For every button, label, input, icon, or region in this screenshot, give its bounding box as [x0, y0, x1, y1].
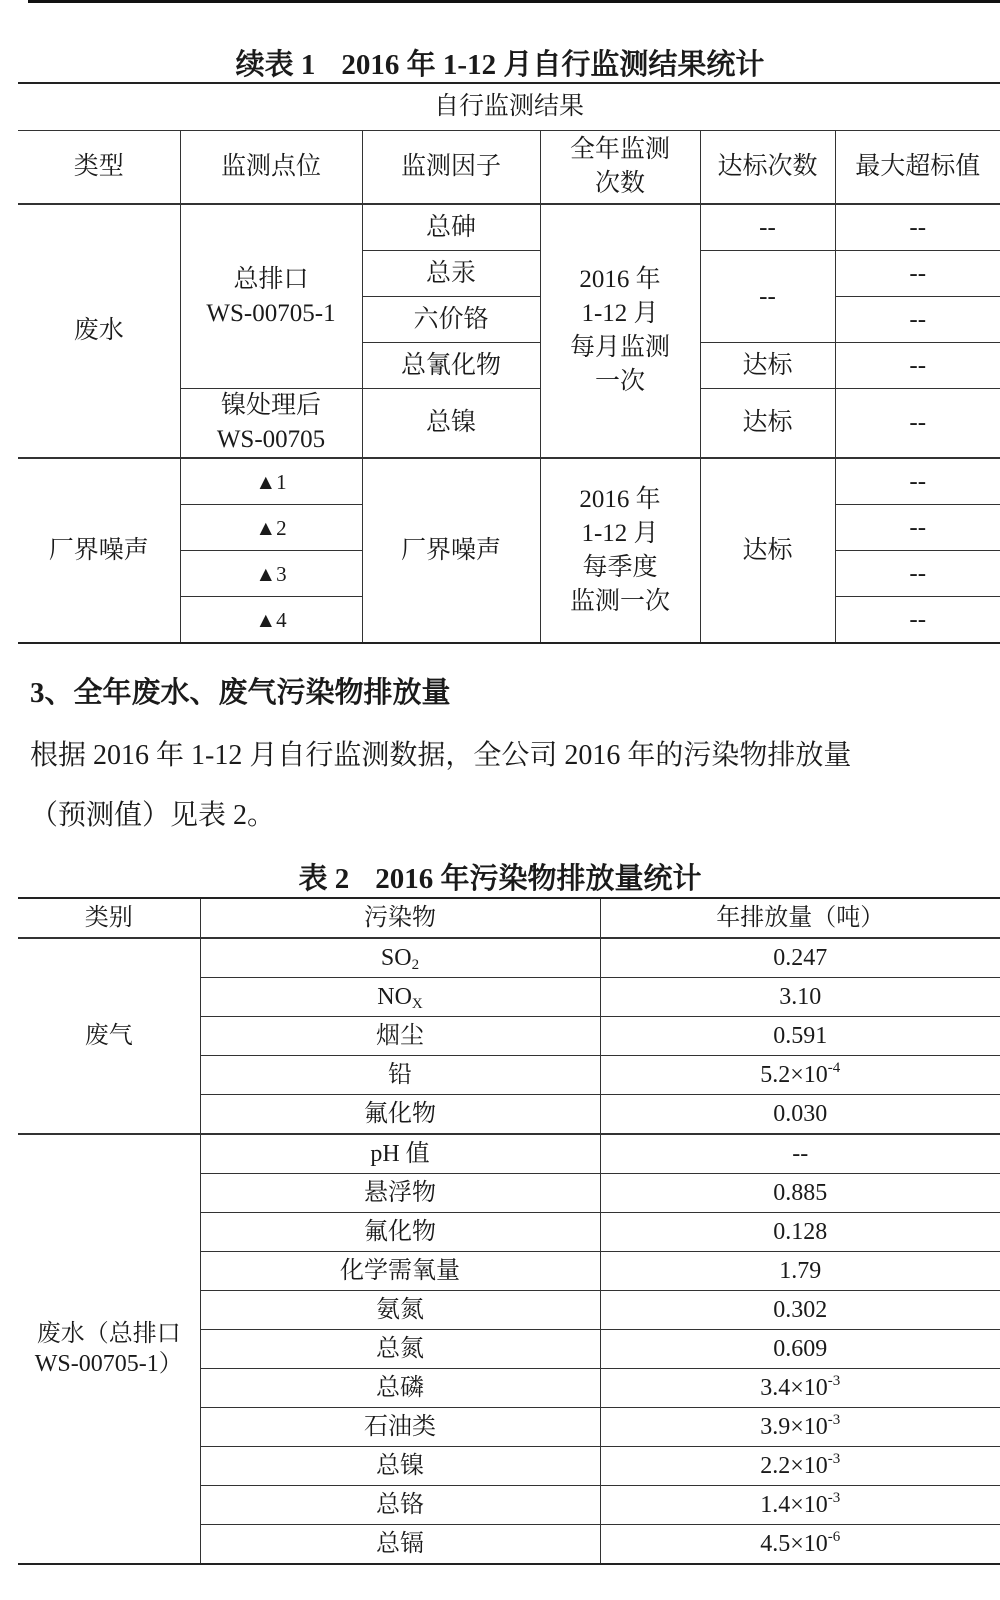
factor-cell: 总汞: [362, 251, 540, 297]
max-exceed-cell: --: [835, 389, 1000, 459]
header-max-exceed: 最大超标值: [835, 131, 1000, 205]
point-cell: 镍处理后 WS-00705: [180, 389, 362, 459]
max-exceed-cell: --: [835, 204, 1000, 251]
emission-cell: $5.2\times 10^{-4}$: [600, 1056, 1000, 1095]
max-exceed-cell: --: [835, 343, 1000, 389]
pollutant-cell: $SO_2$: [200, 938, 600, 978]
pollutant-cell: 悬浮物: [200, 1174, 600, 1213]
table2-caption: [0, 856, 1000, 897]
pollutant-cell: pH 值: [200, 1134, 600, 1174]
emission-cell: 0.247: [600, 938, 1000, 978]
table-row: [18, 1134, 1000, 1174]
table1-caption-text: 2016 年 1-12 月自行监测结果统计: [341, 49, 765, 81]
pollutant-cell: 总镉: [200, 1525, 600, 1565]
factor-cell: 六价铬: [362, 297, 540, 343]
page-top-rule: [28, 0, 1000, 3]
max-exceed-cell: --: [835, 597, 1000, 644]
compliance-cell: --: [700, 204, 835, 251]
pollutant-cell: 石油类: [200, 1408, 600, 1447]
emission-cell: --: [600, 1134, 1000, 1174]
pollutant-cell: 烟尘: [200, 1017, 600, 1056]
emission-cell: 0.609: [600, 1330, 1000, 1369]
compliance-cell: 达标: [700, 343, 835, 389]
max-exceed-cell: --: [835, 458, 1000, 505]
type-cell: 废水: [18, 204, 180, 458]
frequency-cell: 2016 年 1-12 月 每月监测 一次: [540, 204, 700, 458]
emission-cell: $3.9\times 10^{-3}$: [600, 1408, 1000, 1447]
emission-cell: 0.885: [600, 1174, 1000, 1213]
factor-cell: 总镍: [362, 389, 540, 459]
pollutant-cell: 总磷: [200, 1369, 600, 1408]
section-heading: 3、全年废水、废气污染物排放量: [30, 677, 451, 709]
emission-cell: 0.302: [600, 1291, 1000, 1330]
pollutant-cell: 总氮: [200, 1330, 600, 1369]
compliance-cell: --: [700, 251, 835, 343]
triangle-marker: ▲4: [255, 607, 287, 632]
table2-caption-prefix: 表 2: [298, 863, 350, 895]
header-point: 监测点位: [180, 131, 362, 205]
pollutant-cell: $NO_X$: [200, 978, 600, 1017]
max-exceed-cell: --: [835, 297, 1000, 343]
max-exceed-cell: --: [835, 551, 1000, 597]
compliance-cell: 达标: [700, 458, 835, 643]
header-category: 类别: [18, 898, 200, 938]
point-cell: [180, 458, 362, 505]
emission-cell: $3.4\times 10^{-3}$: [600, 1369, 1000, 1408]
point-cell: [180, 551, 362, 597]
point-cell: [180, 597, 362, 644]
pollutant-cell: 氟化物: [200, 1213, 600, 1252]
frequency-cell: 2016 年 1-12 月 每季度 监测一次: [540, 458, 700, 643]
category-cell: 废气: [18, 938, 200, 1134]
section-paragraph: 根据 2016 年 1-12 月自行监测数据，全公司 2016 年的污染物排放量 （预测值）见表 2。: [30, 740, 852, 831]
max-exceed-cell: --: [835, 251, 1000, 297]
emission-cell: $2.2\times 10^{-3}$: [600, 1447, 1000, 1486]
pollutant-cell: 总铬: [200, 1486, 600, 1525]
compliance-cell: 达标: [700, 389, 835, 459]
header-type: 类型: [18, 131, 180, 205]
point-cell: [180, 505, 362, 551]
pollutant-cell: 氨氮: [200, 1291, 600, 1330]
emission-cell: 3.10: [600, 978, 1000, 1017]
pollutant-cell: 铅: [200, 1056, 600, 1095]
header-compliance: 达标次数: [700, 131, 835, 205]
point-cell: 总排口 WS-00705-1: [180, 204, 362, 389]
emission-cell: 1.79: [600, 1252, 1000, 1291]
table2-caption-text: 2016 年污染物排放量统计: [375, 863, 702, 895]
table-row: [18, 204, 1000, 251]
monitoring-results-table: [18, 82, 1000, 644]
table1-caption: [0, 42, 1000, 83]
header-factor: 监测因子: [362, 131, 540, 205]
emissions-table: [18, 897, 1000, 1565]
factor-cell: 总氰化物: [362, 343, 540, 389]
emission-cell: $1.4\times 10^{-3}$: [600, 1486, 1000, 1525]
triangle-marker: ▲1: [255, 469, 287, 494]
factor-cell: 厂界噪声: [362, 458, 540, 643]
emission-cell: 0.591: [600, 1017, 1000, 1056]
type-cell: 厂界噪声: [18, 458, 180, 643]
emission-cell: 0.030: [600, 1095, 1000, 1135]
table-row: [18, 938, 1000, 978]
header-annual-emission: 年排放量（吨）: [600, 898, 1000, 938]
header-frequency: 全年监测 次数: [540, 131, 700, 205]
emission-cell: 0.128: [600, 1213, 1000, 1252]
group-header: 自行监测结果: [18, 83, 1000, 131]
emission-cell: $4.5\times 10^{-6}$: [600, 1525, 1000, 1565]
max-exceed-cell: --: [835, 505, 1000, 551]
category-cell: 废水（总排口 WS-00705-1）: [18, 1134, 200, 1564]
triangle-marker: ▲2: [255, 515, 287, 540]
factor-cell: 总砷: [362, 204, 540, 251]
table-row: [18, 458, 1000, 505]
pollutant-cell: 化学需氧量: [200, 1252, 600, 1291]
pollutant-cell: 氟化物: [200, 1095, 600, 1135]
table1-caption-prefix: 续表 1: [235, 49, 316, 81]
triangle-marker: ▲3: [255, 561, 287, 586]
header-pollutant: 污染物: [200, 898, 600, 938]
pollutant-cell: 总镍: [200, 1447, 600, 1486]
